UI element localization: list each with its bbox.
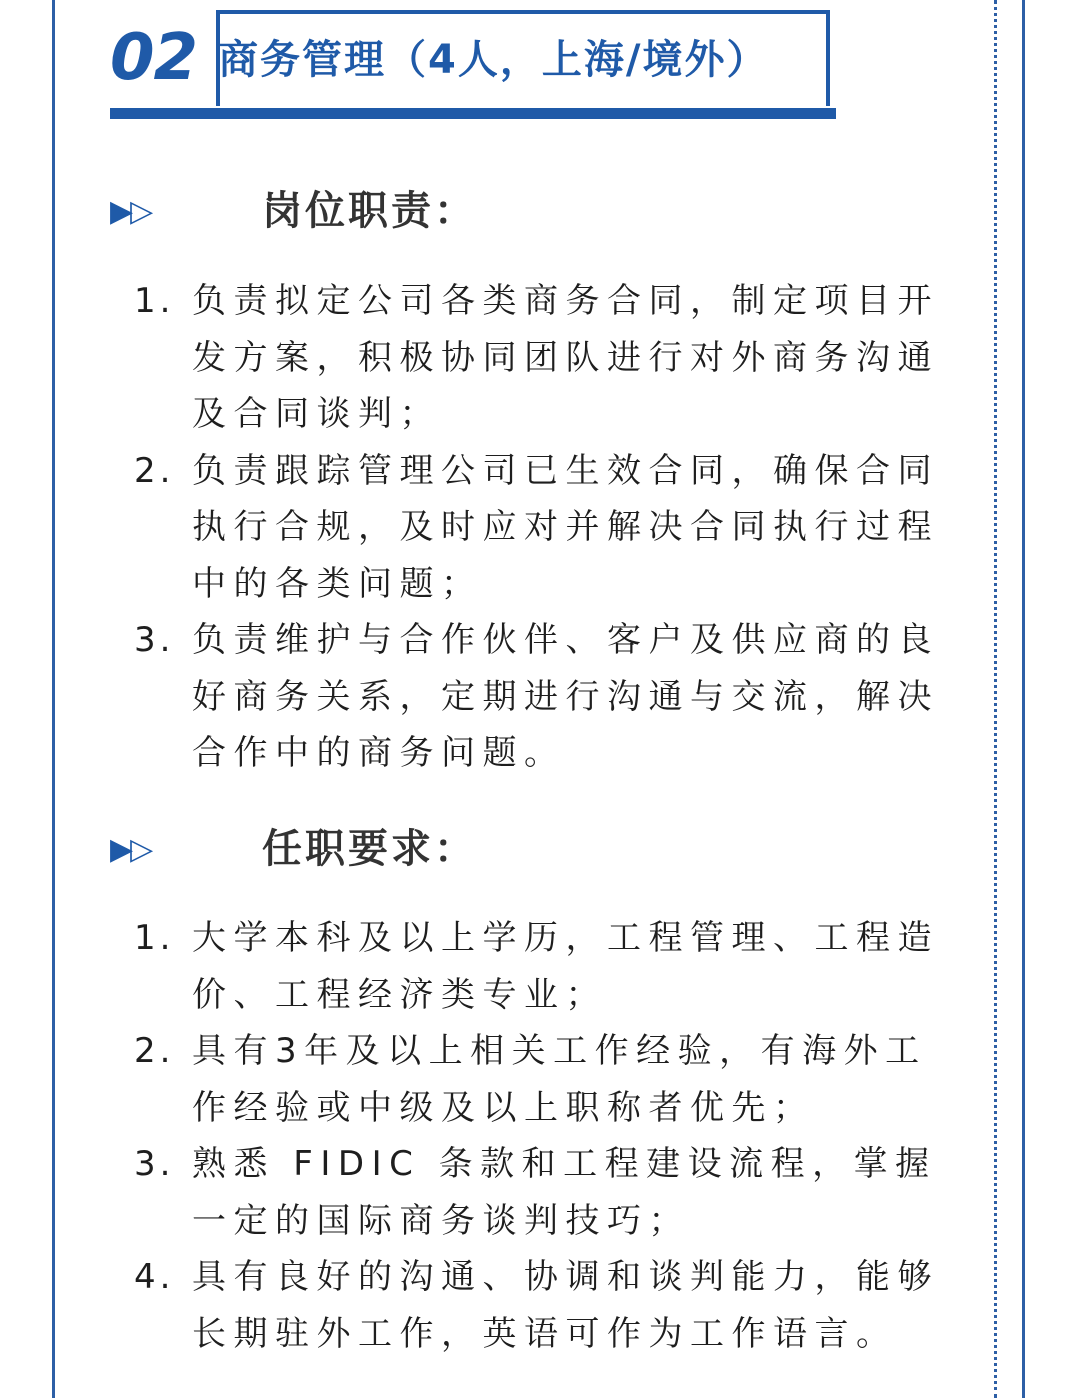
item-text: 大学本科及以上学历，工程管理、工程造价、工程经济类专业；: [192, 918, 939, 1015]
item-number: 4.: [134, 1257, 175, 1297]
item-text: 具有3年及以上相关工作经验，有海外工作经验或中级及以上职称者优先；: [192, 1031, 927, 1128]
item-text: 负责拟定公司各类商务合同，制定项目开发方案，积极协同团队进行对外商务沟通及合同谈判；: [192, 281, 939, 434]
list-item: [134, 910, 994, 1023]
duties-heading: [110, 182, 710, 242]
play-arrows-icon: ▶▷: [110, 832, 151, 867]
position-title: 商务管理（4人，上海/境外）: [218, 37, 769, 83]
frame-right-dotted-border: [994, 0, 997, 1398]
item-text: 负责跟踪管理公司已生效合同，确保合同执行合规，及时应对并解决合同执行过程中的各类问题；: [192, 450, 939, 604]
play-arrows-icon: ▶▷: [110, 194, 151, 229]
duties-title: 岗位职责：: [262, 188, 477, 234]
item-number: 2.: [134, 450, 175, 491]
list-item: [134, 1136, 994, 1249]
item-number: 2.: [134, 1031, 175, 1071]
item-text: 熟悉 FIDIC 条款和工程建设流程，掌握一定的国际商务谈判技巧；: [192, 1144, 937, 1241]
list-item: [134, 1023, 994, 1136]
item-number: 3.: [134, 620, 175, 660]
list-item: [134, 443, 994, 613]
frame-right-border: [1022, 0, 1025, 1398]
header-underline: [110, 108, 836, 119]
list-item: [134, 1249, 994, 1362]
requirements-heading: [110, 820, 710, 880]
item-number: 1.: [134, 281, 175, 321]
requirements-title: 任职要求：: [262, 826, 477, 872]
list-item: [134, 612, 994, 782]
item-number: 1.: [134, 918, 175, 958]
requirements-list: [134, 910, 994, 1362]
item-text: 具有良好的沟通、协调和谈判能力，能够长期驻外工作，英语可作为工作语言。: [192, 1257, 939, 1354]
duties-list: [134, 273, 994, 782]
list-item: [134, 273, 994, 443]
item-text: 负责维护与合作伙伴、客户及供应商的良好商务关系，定期进行沟通与交流，解决合作中的商务问题。: [192, 620, 939, 773]
item-number: 3.: [134, 1144, 175, 1184]
section-number: 02: [110, 21, 198, 95]
frame-left-border: [52, 0, 55, 1398]
